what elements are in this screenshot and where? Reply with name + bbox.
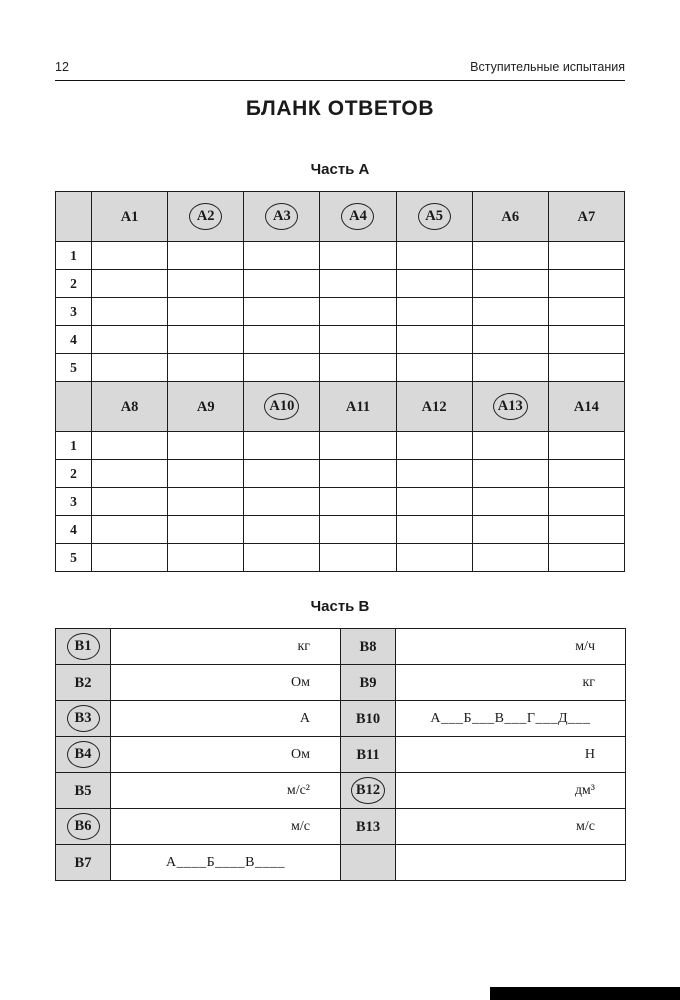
question-header-cell (548, 382, 624, 432)
answer-cell (396, 488, 472, 516)
row-number-cell: 2 (56, 270, 92, 298)
row-number-cell: 2 (56, 460, 92, 488)
answer-cell (92, 460, 168, 488)
answer-cell (472, 354, 548, 382)
answer-cell (320, 354, 396, 382)
answer-row (56, 488, 625, 516)
task-label-cell (341, 629, 396, 665)
answer-cell (396, 354, 472, 382)
question-label: А6 (501, 208, 520, 225)
answer-cell (244, 432, 320, 460)
answer-cell (168, 270, 244, 298)
task-answer-cell: Ом (111, 665, 341, 701)
page-title: БЛАНК ОТВЕТОВ (245, 97, 435, 120)
task-answer-cell: кг (396, 665, 626, 701)
answer-row (56, 326, 625, 354)
task-label-cell (56, 845, 111, 881)
row-number-cell: 5 (56, 544, 92, 572)
part-b-row (56, 809, 626, 845)
task-label: В11 (356, 746, 380, 763)
answer-row (56, 516, 625, 544)
task-label-cell (341, 737, 396, 773)
header-rule (55, 80, 625, 81)
answer-cell (396, 516, 472, 544)
part-b-title: Часть В (310, 598, 370, 615)
answer-cell (320, 270, 396, 298)
answer-cell (548, 460, 624, 488)
answer-cell (168, 460, 244, 488)
answer-cell (244, 488, 320, 516)
part-a-table (55, 191, 625, 572)
row-number-cell: 4 (56, 516, 92, 544)
answer-cell (396, 326, 472, 354)
question-header-cell (168, 382, 244, 432)
task-answer-cell: Н (396, 737, 626, 773)
answer-cell (472, 432, 548, 460)
answer-cell (92, 298, 168, 326)
answer-cell (396, 298, 472, 326)
answer-cell (320, 516, 396, 544)
circled-task-label: В1 (67, 633, 100, 660)
question-header-cell (472, 192, 548, 242)
answer-row (56, 298, 625, 326)
answer-cell (168, 544, 244, 572)
answer-cell (244, 298, 320, 326)
task-label: В2 (74, 674, 92, 691)
answer-cell (472, 460, 548, 488)
answer-cell (320, 242, 396, 270)
answer-cell (548, 326, 624, 354)
answer-cell (396, 544, 472, 572)
task-answer-cell: А (111, 701, 341, 737)
answer-cell (92, 488, 168, 516)
answer-cell (548, 516, 624, 544)
answer-cell (320, 432, 396, 460)
part-b-table (55, 628, 626, 881)
answer-cell (320, 298, 396, 326)
answer-cell (244, 460, 320, 488)
answer-cell (472, 516, 548, 544)
circled-task-label: В6 (67, 813, 100, 840)
row-number-cell: 3 (56, 488, 92, 516)
part-b-row (56, 665, 626, 701)
answer-cell (244, 270, 320, 298)
answer-cell (244, 544, 320, 572)
question-header-cell (92, 192, 168, 242)
circled-question-label: А3 (265, 203, 298, 230)
task-answer-cell: Ом (111, 737, 341, 773)
answer-cell (244, 354, 320, 382)
answer-cell (548, 544, 624, 572)
task-answer-cell: кг (111, 629, 341, 665)
answer-cell (244, 242, 320, 270)
page-number: 12 (55, 60, 69, 74)
answer-cell (92, 270, 168, 298)
question-header-cell (548, 192, 624, 242)
answer-cell (472, 488, 548, 516)
question-label: А11 (345, 398, 371, 415)
corner-cell (56, 192, 92, 242)
task-answer-cell: м/с (396, 809, 626, 845)
answer-cell (472, 242, 548, 270)
task-label-cell (56, 809, 111, 845)
answer-cell (548, 270, 624, 298)
circled-task-label: В12 (351, 777, 385, 804)
part-a-header-row (56, 382, 625, 432)
task-label: В13 (355, 818, 381, 835)
answer-row (56, 544, 625, 572)
question-label: А8 (120, 398, 139, 415)
question-label: А7 (577, 208, 596, 225)
answer-cell (396, 270, 472, 298)
circled-question-label: А2 (189, 203, 222, 230)
question-header-cell (92, 382, 168, 432)
task-answer-cell: м/ч (396, 629, 626, 665)
answer-cell (92, 544, 168, 572)
part-a-title: Часть А (310, 161, 370, 178)
question-header-cell (168, 192, 244, 242)
row-number-cell: 4 (56, 326, 92, 354)
task-label-cell (56, 629, 111, 665)
answer-row (56, 242, 625, 270)
scan-artifact (490, 987, 680, 1000)
answer-cell (472, 298, 548, 326)
question-header-cell (396, 382, 472, 432)
running-head: Вступительные испытания (470, 60, 625, 74)
task-label: В9 (359, 674, 377, 691)
circled-question-label: А13 (493, 393, 528, 420)
task-answer-cell: А____Б____В____ (111, 845, 341, 881)
answer-cell (548, 354, 624, 382)
task-label: В7 (74, 854, 92, 871)
answer-cell (472, 326, 548, 354)
question-header-cell (472, 382, 548, 432)
answer-cell (548, 298, 624, 326)
task-label-cell (341, 701, 396, 737)
answer-cell (472, 544, 548, 572)
task-label: В10 (355, 710, 381, 727)
answer-cell (92, 354, 168, 382)
answer-cell (92, 432, 168, 460)
question-label: А12 (421, 398, 447, 415)
answer-cell (320, 326, 396, 354)
answer-cell (396, 432, 472, 460)
question-label: А9 (196, 398, 215, 415)
question-label: А14 (573, 398, 599, 415)
answer-cell (320, 488, 396, 516)
answer-cell (168, 326, 244, 354)
answer-cell (320, 460, 396, 488)
row-number-cell: 3 (56, 298, 92, 326)
row-number-cell: 1 (56, 242, 92, 270)
answer-cell (168, 242, 244, 270)
part-a-header-row (56, 192, 625, 242)
answer-cell (548, 432, 624, 460)
row-number-cell: 1 (56, 432, 92, 460)
answer-row (56, 270, 625, 298)
question-header-cell (244, 192, 320, 242)
answer-cell (396, 460, 472, 488)
answer-row (56, 460, 625, 488)
task-label-cell (56, 773, 111, 809)
question-header-cell (396, 192, 472, 242)
task-answer-cell: дм³ (396, 773, 626, 809)
circled-question-label: А4 (341, 203, 374, 230)
task-answer-cell: м/с (111, 809, 341, 845)
circled-task-label: В4 (67, 741, 100, 768)
part-b-row (56, 845, 626, 881)
row-number-cell: 5 (56, 354, 92, 382)
question-header-cell (244, 382, 320, 432)
answer-cell (548, 242, 624, 270)
task-label-cell (341, 809, 396, 845)
page-header (55, 60, 625, 80)
answer-cell (396, 242, 472, 270)
task-label-cell (56, 737, 111, 773)
answer-cell (244, 326, 320, 354)
part-b-row (56, 737, 626, 773)
question-header-cell (320, 192, 396, 242)
answer-cell (92, 516, 168, 544)
part-b-row (56, 701, 626, 737)
corner-cell (56, 382, 92, 432)
task-label-cell (341, 845, 396, 881)
circled-question-label: А10 (264, 393, 299, 420)
answer-cell (548, 488, 624, 516)
task-label: В5 (74, 782, 92, 799)
question-header-cell (320, 382, 396, 432)
answer-cell (92, 242, 168, 270)
answer-cell (168, 488, 244, 516)
task-answer-cell: м/с² (111, 773, 341, 809)
circled-task-label: В3 (67, 705, 100, 732)
part-b-row (56, 629, 626, 665)
answer-cell (168, 298, 244, 326)
answer-cell (92, 326, 168, 354)
task-label-cell (341, 665, 396, 701)
circled-question-label: А5 (418, 203, 451, 230)
task-label-cell (56, 665, 111, 701)
answer-cell (168, 354, 244, 382)
part-b-row (56, 773, 626, 809)
answer-cell (168, 516, 244, 544)
answer-cell (472, 270, 548, 298)
answer-cell (320, 544, 396, 572)
task-label-cell (56, 701, 111, 737)
answer-cell (168, 432, 244, 460)
answer-row (56, 432, 625, 460)
task-answer-cell: А___Б___В___Г___Д___ (396, 701, 626, 737)
task-label: В8 (359, 638, 377, 655)
answer-row (56, 354, 625, 382)
task-answer-cell (396, 845, 626, 881)
task-label-cell (341, 773, 396, 809)
question-label: А1 (120, 208, 139, 225)
answer-cell (244, 516, 320, 544)
